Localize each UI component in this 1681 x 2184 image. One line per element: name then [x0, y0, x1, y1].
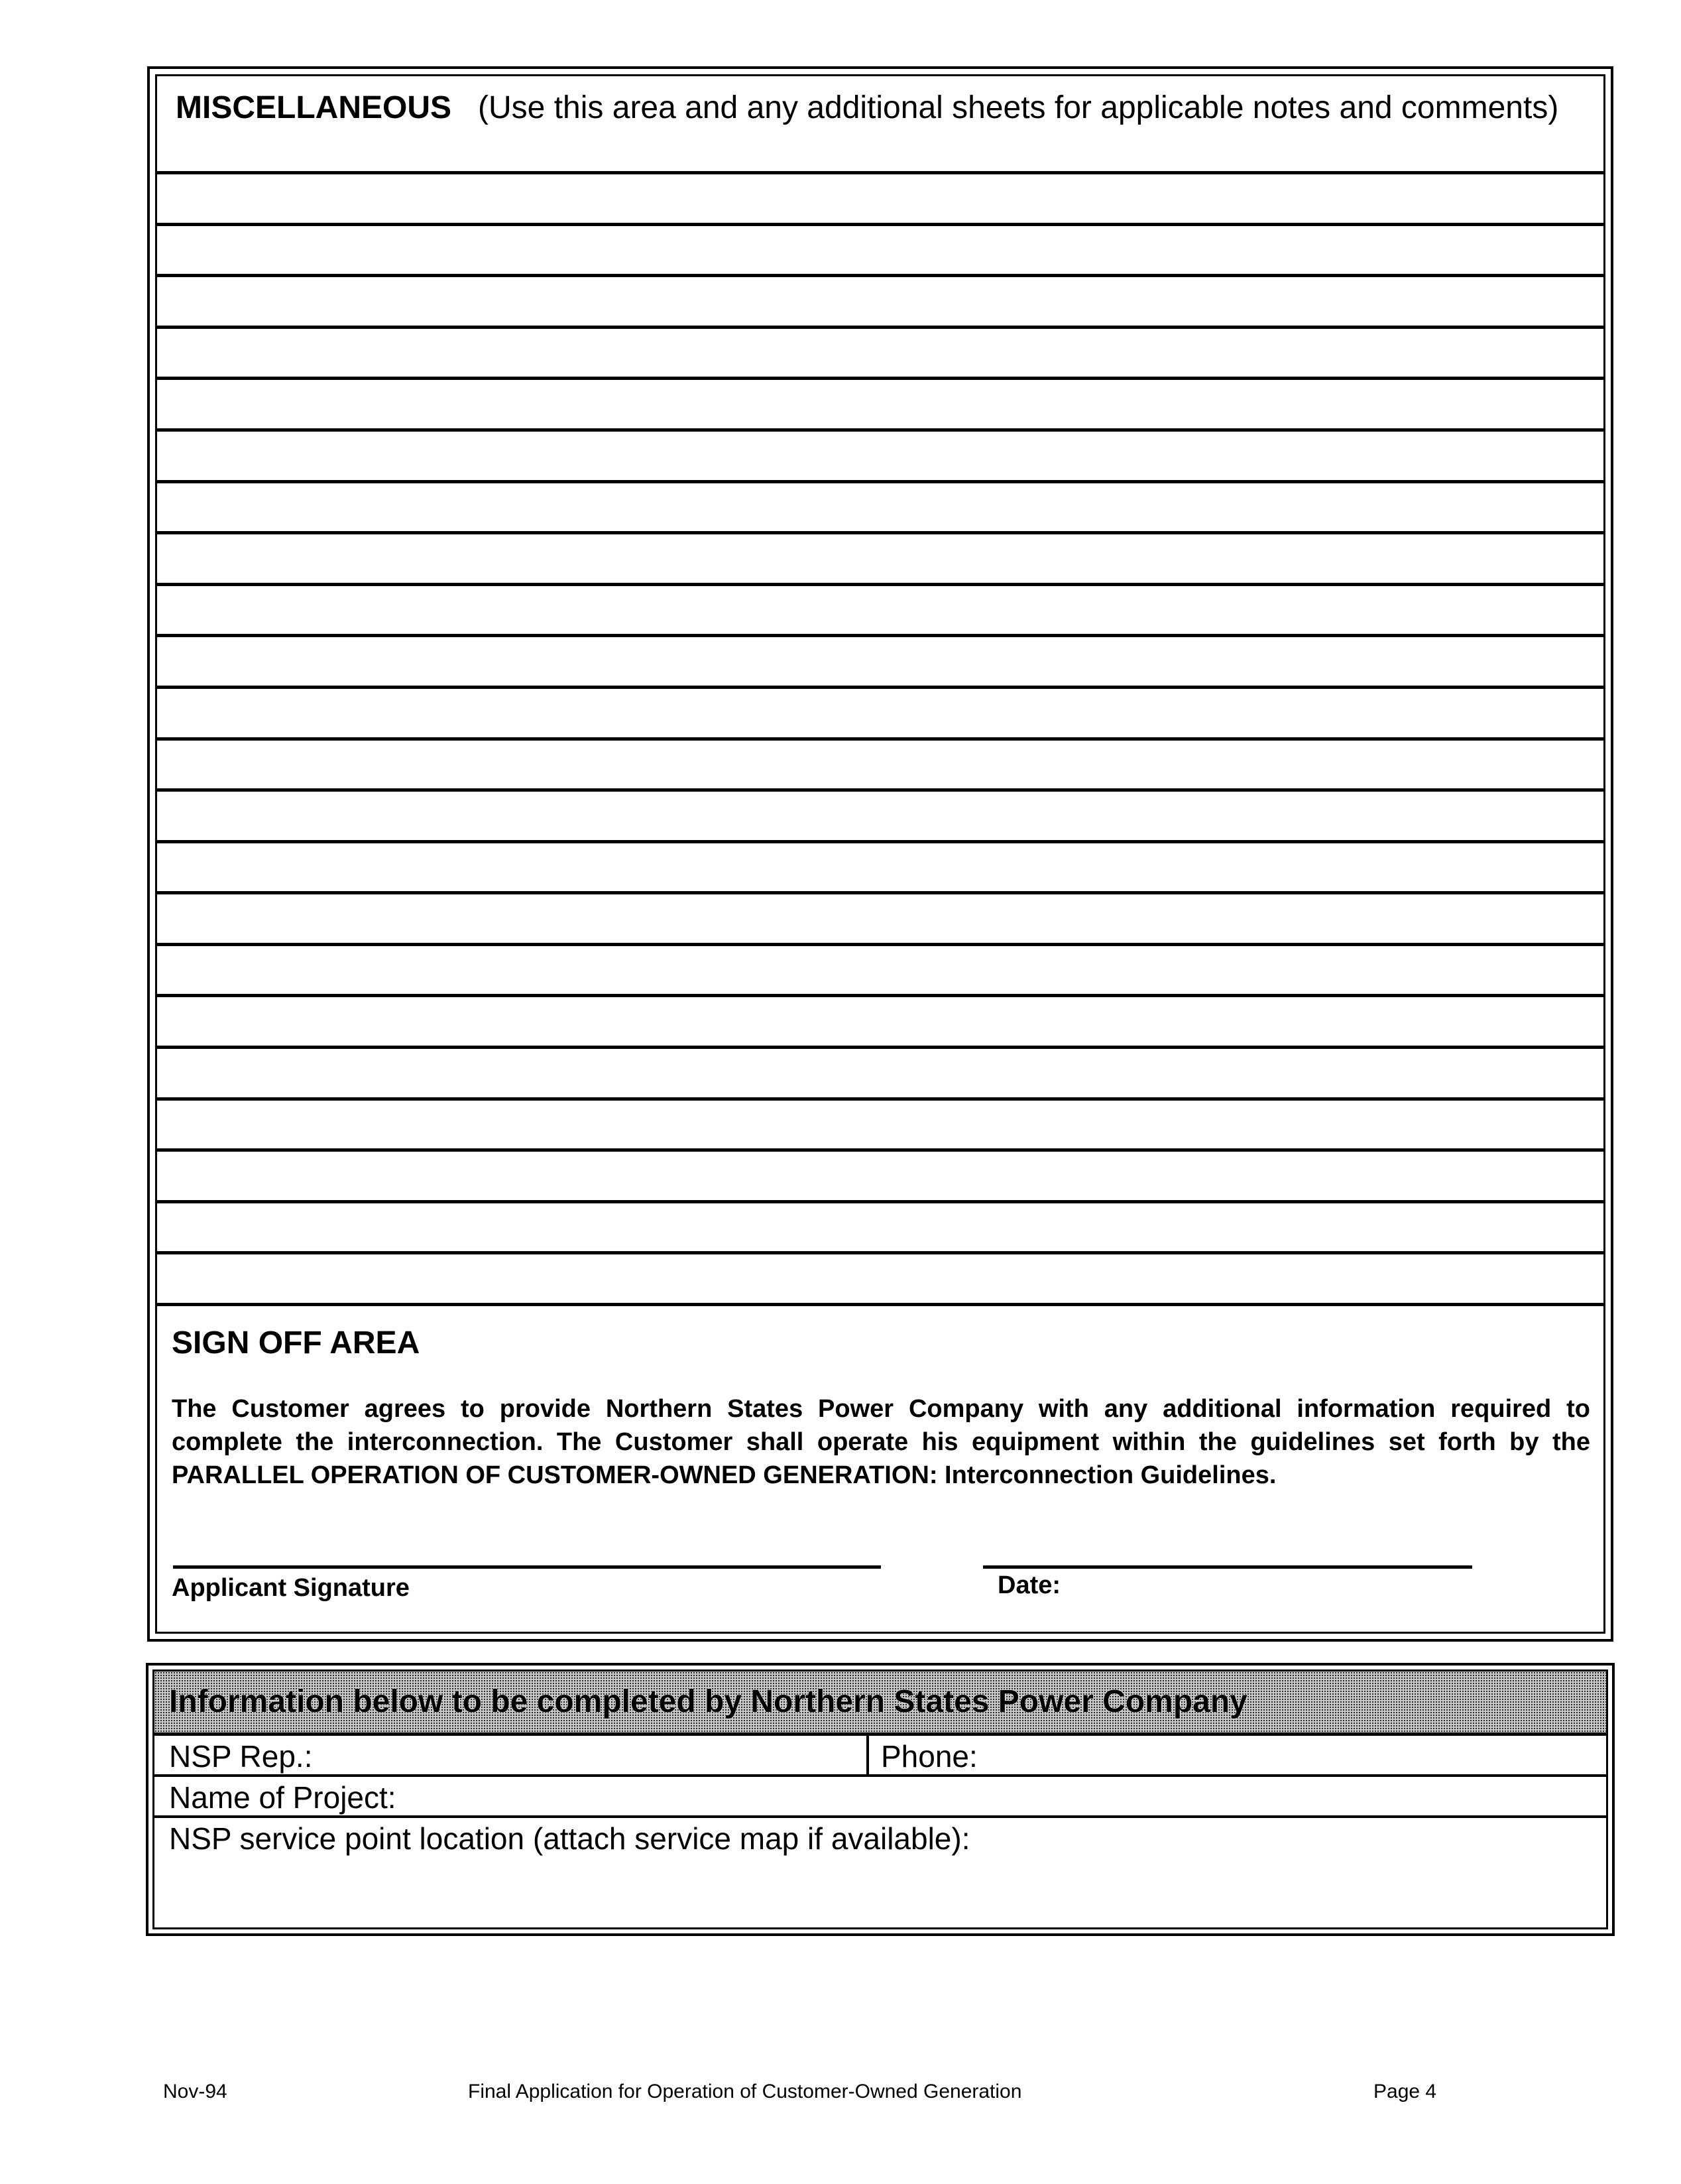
notes-line[interactable] — [157, 329, 1603, 377]
phone-field[interactable]: Phone: — [881, 1739, 978, 1774]
notes-line[interactable] — [157, 1152, 1603, 1200]
sign-off-statement: The Customer agrees to provide Northern States Power Company with any additional information required to complete the interconnection. The Customer shall operate his equipment within the guidelines set forth by the PARALLEL OPERATION OF CUSTOMER-OWNED GENERATION: Interconnection Guidelines. — [172, 1395, 1590, 1489]
notes-line[interactable] — [157, 792, 1603, 840]
notes-line[interactable] — [157, 637, 1603, 686]
service-point-row — [154, 1818, 1606, 1927]
miscellaneous-signoff-box — [147, 66, 1613, 1642]
notes-line[interactable] — [157, 1049, 1603, 1097]
notes-line[interactable] — [157, 226, 1603, 274]
notes-line[interactable] — [157, 741, 1603, 789]
applicant-signature-line[interactable] — [173, 1565, 881, 1569]
miscellaneous-instructions: (Use this area and any additional sheets for applicable notes and comments) — [478, 90, 1559, 125]
miscellaneous-heading — [176, 88, 1594, 128]
nsp-rep-row — [154, 1736, 1606, 1777]
footer-date: Nov-94 — [163, 2081, 227, 2102]
notes-line[interactable] — [157, 946, 1603, 995]
sign-off-area — [157, 1303, 1603, 1632]
date-label: Date: — [998, 1571, 1061, 1599]
nsp-rep-field[interactable]: NSP Rep.: — [169, 1739, 313, 1774]
notes-line[interactable] — [157, 689, 1603, 737]
notes-line[interactable] — [157, 1203, 1603, 1252]
sign-off-title: SIGN OFF AREA — [172, 1325, 420, 1361]
notes-line[interactable] — [157, 843, 1603, 892]
date-line[interactable] — [983, 1565, 1472, 1569]
service-point-field[interactable]: NSP service point location (attach service map if available): — [169, 1821, 970, 1856]
notes-line[interactable] — [157, 1101, 1603, 1149]
nsp-information-inner-frame — [152, 1669, 1608, 1929]
notes-line[interactable] — [157, 174, 1603, 223]
nsp-section-header — [154, 1671, 1606, 1736]
nsp-section-header-text: Information below to be completed by Northern States Power Company — [169, 1684, 1247, 1719]
notes-line[interactable] — [157, 432, 1603, 480]
notes-line[interactable] — [157, 534, 1603, 583]
notes-line[interactable] — [157, 997, 1603, 1046]
notes-line[interactable] — [157, 380, 1603, 428]
notes-line[interactable] — [157, 586, 1603, 635]
notes-line[interactable] — [157, 483, 1603, 532]
miscellaneous-title: MISCELLANEOUS — [176, 90, 452, 125]
project-name-field[interactable]: Name of Project: — [169, 1780, 396, 1815]
phone-cell — [866, 1736, 1606, 1774]
project-name-row — [154, 1777, 1606, 1818]
notes-line[interactable] — [157, 277, 1603, 326]
notes-line[interactable] — [157, 894, 1603, 943]
nsp-information-box — [146, 1663, 1615, 1936]
notes-line[interactable] — [157, 1254, 1603, 1303]
miscellaneous-signoff-inner-frame — [155, 74, 1605, 1634]
footer-title: Final Application for Operation of Customer-Owned Generation — [468, 2081, 1022, 2102]
footer-page-number: Page 4 — [1373, 2081, 1437, 2102]
applicant-signature-label: Applicant Signature — [172, 1574, 410, 1602]
